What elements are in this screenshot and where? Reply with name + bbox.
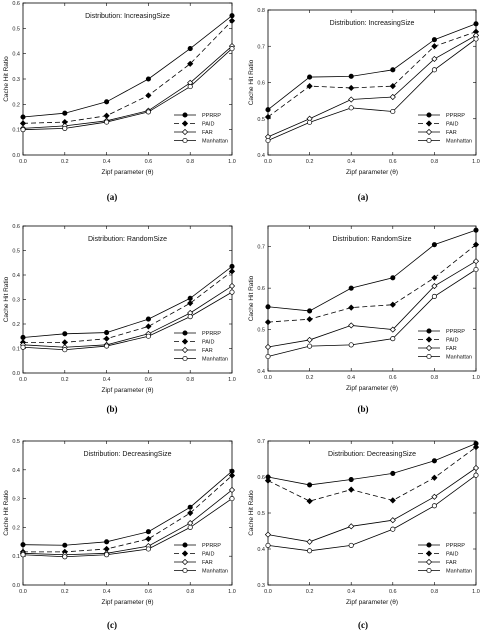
legend-marker [427, 568, 431, 572]
data-point-paid [229, 473, 234, 478]
y-tick-label: 0.5 [12, 248, 20, 255]
x-tick-label: 0.2 [305, 589, 314, 595]
data-point-manhattan [188, 314, 192, 318]
y-tick-label: 0.4 [257, 153, 265, 159]
x-tick-label: 0.0 [19, 159, 27, 165]
legend-marker [182, 551, 187, 556]
series-line-pprrp [23, 471, 232, 545]
legend-marker [182, 559, 187, 564]
data-point-pprrp [349, 286, 353, 290]
y-tick-label: 0.1 [12, 127, 20, 134]
data-point-manhattan [146, 110, 150, 114]
plot-frame [268, 441, 476, 585]
y-tick-label: 0.6 [12, 224, 20, 230]
y-tick-label: 0.0 [12, 153, 20, 159]
y-axis-label: Cache Hit Ratio [3, 56, 10, 102]
series-line-pprrp [268, 24, 476, 110]
series-line-pprrp [23, 266, 232, 337]
data-point-manhattan [391, 336, 395, 340]
data-point-manhattan [230, 496, 234, 500]
x-tick-label: 0.6 [144, 589, 153, 595]
legend-marker [427, 113, 431, 117]
series-line-far [268, 35, 476, 137]
y-tick-label: 0.6 [257, 80, 265, 87]
distribution-title: Distribution: DecreasingSize [328, 451, 416, 458]
data-point-paid [390, 302, 395, 307]
y-tick-label: 0.6 [257, 286, 265, 293]
plot-frame [268, 10, 476, 155]
y-tick-label: 0.2 [12, 525, 20, 532]
data-point-pprrp [146, 530, 150, 534]
data-point-manhattan [307, 549, 311, 553]
legend-label: PPRRP [202, 331, 221, 337]
legend-label: Manhattan [202, 356, 228, 363]
data-point-paid [146, 536, 151, 541]
y-tick-label: 0.1 [12, 346, 20, 353]
data-point-far [307, 539, 312, 544]
data-point-manhattan [432, 68, 436, 72]
x-axis-label: Zipf parameter (θ) [345, 385, 399, 392]
x-tick-label: 0.4 [347, 589, 356, 595]
data-point-manhattan [63, 126, 67, 130]
legend-label: PAID [446, 337, 459, 344]
figure-caption: (a) [106, 192, 118, 202]
legend-marker [183, 331, 187, 335]
data-point-manhattan [266, 354, 270, 358]
y-tick-label: 0.5 [257, 511, 265, 517]
y-axis-label: Cache Hit Ratio [3, 276, 10, 323]
y-tick-label: 0.1 [12, 554, 20, 561]
series-line-manhattan [268, 39, 476, 141]
legend-marker [183, 543, 187, 547]
data-point-far [229, 283, 234, 288]
y-tick-label: 0.5 [12, 439, 20, 445]
y-tick-label: 0.6 [257, 475, 265, 481]
figure-caption: (b) [357, 404, 369, 414]
y-axis-label: Cache Hit Ratio [3, 490, 10, 536]
data-point-far [349, 97, 354, 102]
legend-marker [182, 129, 187, 134]
legend-marker [183, 113, 187, 117]
series-line-manhattan [23, 292, 232, 350]
plot-frame [23, 441, 232, 585]
x-tick-label: 0.6 [388, 159, 397, 165]
legend-label: FAR [446, 346, 457, 352]
data-point-manhattan [432, 504, 436, 508]
y-tick-label: 0.8 [257, 8, 265, 14]
y-tick-label: 0.2 [12, 102, 20, 109]
legend-label: FAR [446, 560, 457, 566]
legend-label: Manhattan [446, 138, 472, 145]
series-line-manhattan [268, 270, 476, 357]
legend-label: PPRRP [446, 113, 465, 119]
legend-marker [182, 347, 187, 352]
legend-label: FAR [202, 348, 213, 354]
figure-caption: (a) [357, 192, 369, 202]
legend-label: PPRRP [446, 329, 465, 335]
data-point-paid [390, 498, 395, 503]
y-tick-label: 0.3 [12, 297, 20, 304]
x-axis-label: Zipf parameter (θ) [345, 169, 399, 176]
chart-panel-5 [3, 439, 236, 630]
data-point-manhattan [349, 343, 353, 347]
series-line-far [268, 468, 476, 542]
data-point-pprrp [188, 505, 192, 509]
legend-label: FAR [446, 130, 457, 136]
data-point-manhattan [391, 527, 395, 531]
x-tick-label: 0.2 [60, 589, 69, 595]
data-point-paid [20, 121, 25, 126]
plot-frame [23, 3, 232, 155]
legend-marker [426, 559, 431, 564]
legend-marker [426, 551, 431, 556]
x-tick-label: 0.0 [264, 375, 272, 381]
data-point-pprrp [432, 38, 436, 42]
x-tick-label: 0.6 [144, 377, 153, 383]
data-point-pprrp [63, 332, 67, 336]
data-point-manhattan [21, 345, 25, 349]
legend-marker [182, 121, 187, 126]
data-point-manhattan [474, 473, 478, 477]
data-point-pprrp [307, 483, 311, 487]
legend-marker [426, 129, 431, 134]
data-point-pprrp [391, 471, 395, 475]
data-point-paid [432, 44, 437, 49]
y-tick-label: 0.3 [12, 77, 20, 83]
x-tick-label: 1.0 [228, 589, 236, 595]
data-point-pprrp [63, 111, 67, 115]
legend-label: PAID [446, 121, 459, 128]
y-tick-label: 0.5 [257, 327, 265, 334]
x-tick-label: 0.6 [144, 159, 153, 165]
data-point-far [307, 337, 312, 342]
data-point-pprrp [104, 330, 108, 334]
x-tick-label: 0.4 [347, 375, 356, 381]
data-point-manhattan [146, 334, 150, 338]
series-line-manhattan [268, 475, 476, 551]
data-point-far [473, 259, 478, 264]
legend-label: PPRRP [202, 543, 221, 549]
data-point-manhattan [349, 543, 353, 547]
data-point-manhattan [21, 127, 25, 131]
x-tick-label: 0.2 [305, 375, 314, 381]
x-axis-label: Zipf parameter (θ) [101, 169, 154, 176]
x-tick-label: 0.4 [102, 377, 111, 383]
legend-label: Manhattan [202, 138, 228, 145]
x-tick-label: 0.8 [430, 375, 439, 381]
chart-panel-3 [3, 224, 236, 414]
legend-marker [183, 138, 187, 142]
data-point-pprrp [349, 74, 353, 78]
data-point-pprrp [188, 296, 192, 300]
data-point-pprrp [432, 459, 436, 463]
data-point-far [265, 532, 270, 537]
y-tick-label: 0.2 [12, 322, 20, 328]
data-point-pprrp [307, 75, 311, 79]
x-tick-label: 0.6 [388, 589, 397, 595]
data-point-pprrp [266, 107, 270, 111]
series-line-paid [268, 32, 476, 117]
data-point-pprrp [349, 477, 353, 481]
x-tick-label: 0.4 [102, 589, 111, 595]
y-axis-label: Cache Hit Ratio [248, 59, 255, 106]
data-point-manhattan [474, 37, 478, 41]
y-axis-label: Cache Hit Ratio [248, 275, 255, 322]
data-point-far [265, 344, 270, 349]
data-point-pprrp [230, 13, 234, 17]
chart-panel-2 [248, 8, 480, 202]
x-tick-label: 0.2 [305, 159, 314, 165]
x-tick-label: 1.0 [472, 159, 480, 165]
y-tick-label: 0.6 [12, 1, 20, 7]
data-point-manhattan [391, 109, 395, 113]
data-point-pprrp [307, 309, 311, 313]
series-line-paid [23, 271, 232, 342]
data-point-manhattan [432, 294, 436, 298]
data-point-paid [104, 113, 109, 118]
data-point-manhattan [230, 46, 234, 50]
x-tick-label: 0.8 [186, 589, 195, 595]
data-point-manhattan [63, 555, 67, 559]
x-tick-label: 1.0 [228, 159, 236, 165]
data-point-manhattan [474, 267, 478, 271]
legend-marker [183, 568, 187, 572]
chart-panel-4 [248, 226, 480, 414]
figure-caption: (b) [106, 404, 118, 414]
y-tick-label: 0.4 [257, 369, 265, 375]
legend-label: PAID [446, 551, 459, 558]
series-line-far [23, 46, 232, 128]
figure-caption: (c) [358, 620, 368, 630]
data-point-manhattan [307, 120, 311, 124]
data-point-manhattan [266, 138, 270, 142]
plot-frame [23, 226, 232, 373]
chart-panel-6 [248, 439, 480, 630]
x-axis-label: Zipf parameter (θ) [101, 599, 154, 606]
x-tick-label: 0.8 [186, 377, 195, 383]
legend-marker [426, 121, 431, 126]
data-point-paid [432, 475, 437, 480]
distribution-title: Distribution: IncreasingSize [85, 13, 170, 20]
y-tick-label: 0.5 [12, 26, 20, 33]
data-point-pprrp [266, 305, 270, 309]
data-point-paid [307, 317, 312, 322]
data-point-pprrp [391, 276, 395, 280]
data-point-manhattan [188, 525, 192, 529]
series-line-paid [23, 21, 232, 124]
y-tick-label: 0.0 [12, 371, 20, 377]
data-point-paid [146, 93, 151, 98]
x-tick-label: 0.8 [430, 159, 439, 165]
data-point-paid [349, 487, 354, 492]
x-tick-label: 0.8 [186, 159, 195, 165]
legend-marker [182, 339, 187, 344]
legend-marker [183, 356, 187, 360]
y-tick-label: 0.4 [12, 467, 20, 474]
y-tick-label: 0.3 [12, 496, 20, 503]
chart-panel-1 [3, 1, 236, 202]
x-axis-label: Zipf parameter (θ) [345, 599, 399, 606]
x-tick-label: 0.2 [60, 159, 69, 165]
x-tick-label: 0.8 [430, 589, 439, 595]
legend-label: PAID [202, 551, 215, 558]
data-point-paid [146, 324, 151, 329]
x-axis-label: Zipf parameter (θ) [101, 387, 154, 394]
data-point-manhattan [104, 344, 108, 348]
data-point-far [349, 323, 354, 328]
data-point-paid [104, 336, 109, 341]
x-tick-label: 1.0 [472, 589, 480, 595]
legend-marker [427, 354, 431, 358]
data-point-manhattan [104, 120, 108, 124]
legend-label: PAID [202, 339, 215, 346]
y-tick-label: 0.4 [257, 547, 265, 553]
series-line-manhattan [23, 49, 232, 130]
data-point-pprrp [63, 543, 67, 547]
data-point-manhattan [21, 553, 25, 557]
x-tick-label: 0.0 [264, 159, 272, 165]
data-point-far [432, 494, 437, 499]
data-point-pprrp [230, 264, 234, 268]
data-point-far [473, 465, 478, 470]
legend-label: PPRRP [202, 113, 221, 119]
data-point-manhattan [307, 344, 311, 348]
data-point-pprrp [474, 22, 478, 26]
data-point-paid [265, 320, 270, 325]
y-tick-label: 0.0 [12, 583, 20, 589]
x-tick-label: 0.0 [19, 589, 27, 595]
data-point-pprrp [21, 542, 25, 546]
x-tick-label: 1.0 [228, 377, 236, 383]
series-line-paid [23, 476, 232, 552]
y-axis-label: Cache Hit Ratio [248, 490, 255, 536]
distribution-title: Distribution: DecreasingSize [83, 451, 172, 458]
legend-marker [427, 543, 431, 547]
data-point-pprrp [21, 335, 25, 339]
data-point-pprrp [146, 317, 150, 321]
figure-caption: (c) [107, 620, 117, 630]
x-tick-label: 0.0 [19, 377, 27, 383]
y-tick-label: 0.4 [12, 51, 20, 58]
data-point-manhattan [349, 106, 353, 110]
y-tick-label: 0.3 [257, 583, 265, 589]
x-tick-label: 0.2 [60, 377, 69, 383]
legend-marker [426, 337, 431, 342]
data-point-paid [307, 499, 312, 504]
plot-frame [268, 226, 476, 371]
data-point-manhattan [63, 348, 67, 352]
x-tick-label: 0.6 [388, 375, 397, 381]
data-point-paid [349, 85, 354, 90]
data-point-manhattan [188, 84, 192, 88]
y-tick-label: 0.5 [257, 116, 265, 123]
data-point-manhattan [230, 290, 234, 294]
series-line-manhattan [23, 499, 232, 557]
data-point-pprrp [21, 115, 25, 119]
data-point-pprrp [188, 46, 192, 50]
data-point-pprrp [146, 77, 150, 81]
legend-label: Manhattan [202, 568, 228, 575]
distribution-title: Distribution: IncreasingSize [329, 20, 415, 27]
data-point-manhattan [266, 543, 270, 547]
data-point-pprrp [432, 242, 436, 246]
legend-label: Manhattan [446, 354, 472, 361]
data-point-manhattan [146, 547, 150, 551]
x-tick-label: 0.4 [102, 159, 111, 165]
data-point-pprrp [474, 228, 478, 232]
series-line-pprrp [268, 444, 476, 485]
data-point-pprrp [104, 540, 108, 544]
legend-label: Manhattan [446, 568, 472, 575]
y-tick-label: 0.4 [12, 273, 20, 279]
y-tick-label: 0.7 [257, 244, 265, 251]
data-point-far [390, 518, 395, 523]
x-tick-label: 0.4 [347, 159, 356, 165]
data-point-pprrp [104, 100, 108, 104]
series-line-pprrp [23, 16, 232, 117]
legend-label: PPRRP [446, 543, 465, 549]
data-point-paid [349, 305, 354, 310]
series-line-far [268, 261, 476, 347]
legend-marker [426, 345, 431, 350]
y-tick-label: 0.7 [257, 44, 265, 51]
legend-label: FAR [202, 130, 213, 136]
legend-label: FAR [202, 560, 213, 566]
distribution-title: Distribution: RandomSize [88, 236, 167, 243]
legend-marker [427, 329, 431, 333]
data-point-far [349, 524, 354, 529]
series-line-paid [268, 245, 476, 322]
legend-marker [427, 138, 431, 142]
legend-label: PAID [202, 121, 215, 128]
y-tick-label: 0.7 [257, 439, 265, 445]
data-point-manhattan [104, 553, 108, 557]
x-tick-label: 1.0 [472, 375, 480, 381]
data-point-pprrp [391, 68, 395, 72]
x-tick-label: 0.0 [264, 589, 272, 595]
distribution-title: Distribution: RandomSize [332, 236, 412, 243]
